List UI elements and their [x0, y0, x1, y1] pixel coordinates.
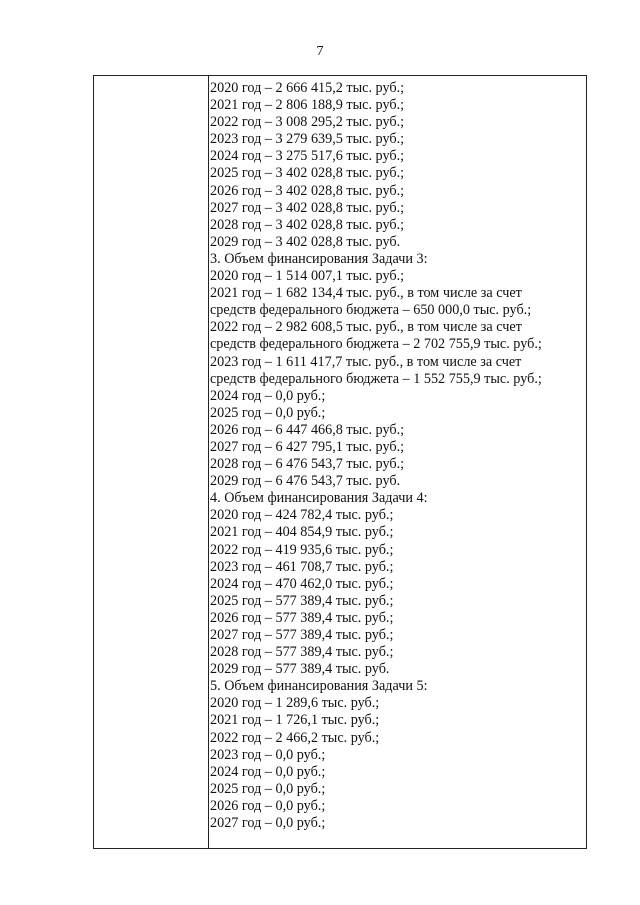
table-right-cell [210, 80, 580, 832]
text-line: 2024 год – 3 275 517,6 тыс. руб.; [210, 148, 405, 165]
text-line: 2027 год – 0,0 руб.; [210, 815, 326, 832]
text-line: 3. Объем финансирования Задачи 3: [210, 250, 428, 267]
text-line: 2021 год – 1 726,1 тыс. руб.; [210, 712, 380, 729]
financing-table [93, 75, 587, 849]
text-line: 2025 год – 0,0 руб.; [210, 404, 326, 421]
table-left-cell [94, 76, 209, 848]
text-line: 2022 год – 3 008 295,2 тыс. руб.; [210, 114, 405, 131]
text-line: 2024 год – 0,0 руб.; [210, 387, 326, 404]
text-line: 2029 год – 577 389,4 тыс. руб. [210, 661, 390, 678]
text-line: 2028 год – 6 476 543,7 тыс. руб.; [210, 456, 405, 473]
text-line: 2023 год – 0,0 руб.; [210, 746, 326, 763]
text-line: 2023 год – 461 708,7 тыс. руб.; [210, 558, 394, 575]
text-line: средств федерального бюджета – 1 552 755,9 тыс. руб.; [210, 370, 542, 387]
text-line: 2022 год – 2 982 608,5 тыс. руб., в том числе за счет [210, 319, 522, 336]
text-line: 2021 год – 404 854,9 тыс. руб.; [210, 524, 394, 541]
text-line: 2026 год – 577 389,4 тыс. руб.; [210, 609, 394, 626]
text-line: 2023 год – 1 611 417,7 тыс. руб., в том числе за счет [210, 353, 522, 370]
text-line: 2022 год – 419 935,6 тыс. руб.; [210, 541, 394, 558]
text-line: 5. Объем финансирования Задачи 5: [210, 678, 428, 695]
text-line: 2024 год – 470 462,0 тыс. руб.; [210, 575, 394, 592]
text-line: 2026 год – 3 402 028,8 тыс. руб.; [210, 182, 405, 199]
text-line: средств федерального бюджета – 2 702 755,9 тыс. руб.; [210, 336, 542, 353]
text-line: 2021 год – 1 682 134,4 тыс. руб., в том числе за счет [210, 285, 522, 302]
text-line: 2028 год – 3 402 028,8 тыс. руб.; [210, 216, 405, 233]
text-line: 2020 год – 424 782,4 тыс. руб.; [210, 507, 394, 524]
text-line: 2026 год – 6 447 466,8 тыс. руб.; [210, 421, 405, 438]
text-line: 2020 год – 2 666 415,2 тыс. руб.; [210, 80, 405, 96]
text-line: 2029 год – 3 402 028,8 тыс. руб. [210, 233, 401, 250]
text-line: 2020 год – 1 514 007,1 тыс. руб.; [210, 268, 405, 285]
text-line: 2027 год – 3 402 028,8 тыс. руб.; [210, 199, 405, 216]
text-line: 2023 год – 3 279 639,5 тыс. руб.; [210, 131, 405, 148]
text-line: 2024 год – 0,0 руб.; [210, 763, 326, 780]
text-line: 2027 год – 6 427 795,1 тыс. руб.; [210, 438, 405, 455]
text-line: 2025 год – 577 389,4 тыс. руб.; [210, 592, 394, 609]
text-line: 2022 год – 2 466,2 тыс. руб.; [210, 729, 380, 746]
page-number: 7 [316, 44, 324, 59]
text-line: средств федерального бюджета – 650 000,0 тыс. руб.; [210, 302, 532, 319]
text-line: 2029 год – 6 476 543,7 тыс. руб. [210, 473, 401, 490]
text-line: 2028 год – 577 389,4 тыс. руб.; [210, 644, 394, 661]
text-line: 2026 год – 0,0 руб.; [210, 797, 326, 814]
text-line: 2025 год – 3 402 028,8 тыс. руб.; [210, 165, 405, 182]
text-line: 2027 год – 577 389,4 тыс. руб.; [210, 627, 394, 643]
text-line: 2025 год – 0,0 руб.; [210, 780, 326, 797]
text-line: 2021 год – 2 806 188,9 тыс. руб.; [210, 97, 405, 114]
text-line: 2020 год – 1 289,6 тыс. руб.; [210, 695, 380, 712]
text-line: 4. Объем финансирования Задачи 4: [210, 490, 428, 507]
